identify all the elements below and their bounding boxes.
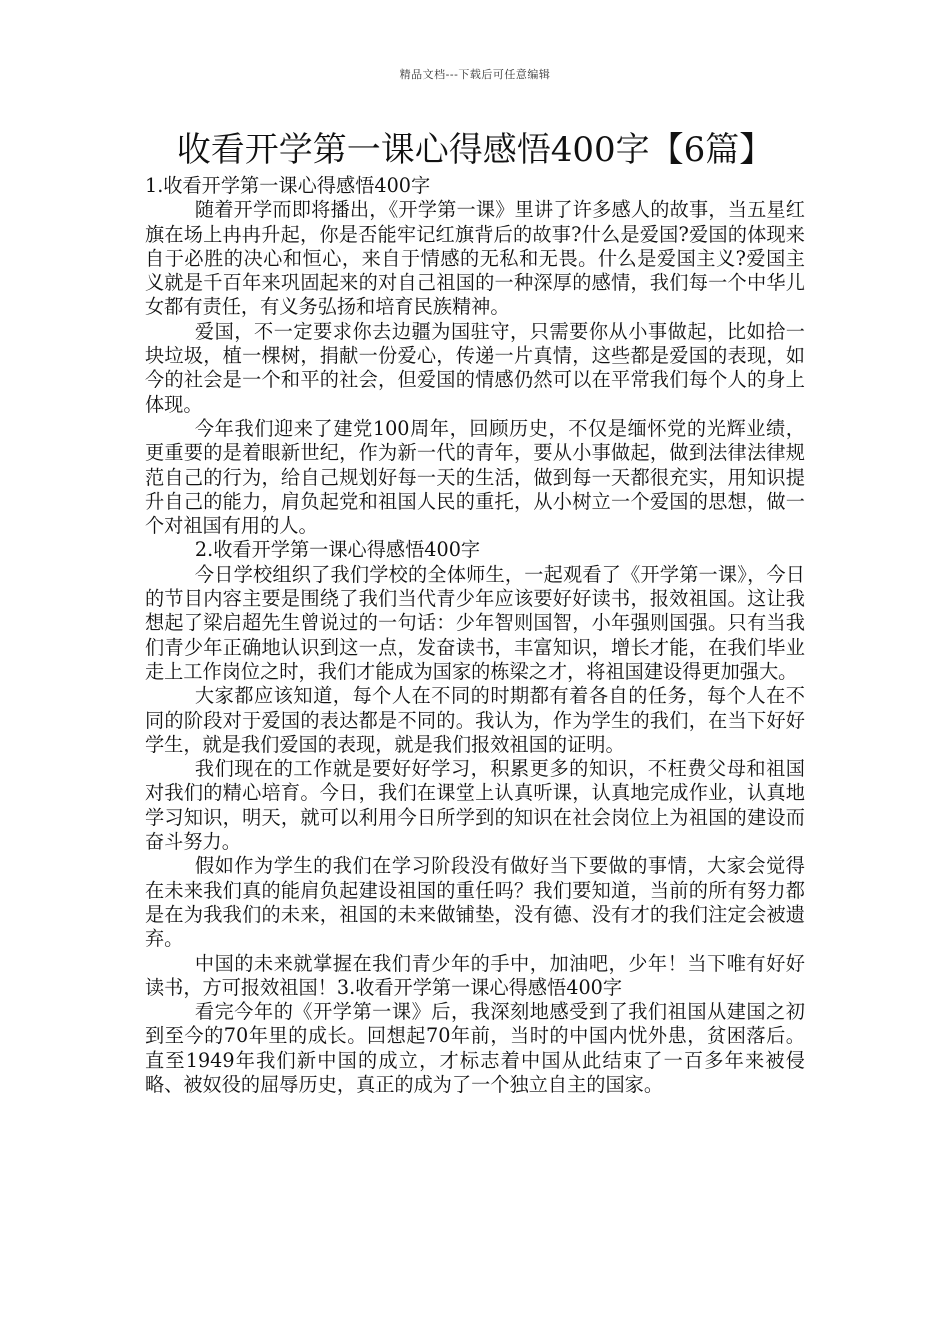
section-heading-2: 2.收看开学第一课心得感悟400字 xyxy=(194,538,481,562)
paragraph: 中国的未来就掌握在我们青少年的手中，加油吧，少年！当下唯有好好读书，方可报效祖国！3.收看开学第一课心得感悟400字 xyxy=(145,951,805,999)
document-body xyxy=(145,174,805,1097)
paragraph: 爱国，不一定要求你去边疆为国驻守，只需要你从小事做起，比如拾一块垃圾，植一棵树，捐献一份爱心，传递一片真情，这些都是爱国的表现，如今的社会是一个和平的社会，但爱国的情感仍然可以在平常我们每个人的身上体现。 xyxy=(145,319,805,416)
paragraph: 随着开学而即将播出，《开学第一课》里讲了许多感人的故事，当五星红旗在场上冉冉升起，你是否能牢记红旗背后的故事?什么是爱国?爱国的体现来自于必胜的决心和恒心，来自于情感的无私和无畏。什么是爱国主义?爱国主义就是千百年来巩固起来的对自己祖国的一种深厚的感情，我们每一个中华儿女都有责任，有义务弘扬和培育民族精神。 xyxy=(145,198,805,319)
paragraph: 假如作为学生的我们在学习阶段没有做好当下要做的事情，大家会觉得在未来我们真的能肩负起建设祖国的重任吗？我们要知道，当前的所有努力都是在为我我们的未来，祖国的未来做铺垫，没有德、没有才的我们注定会被遗弃。 xyxy=(145,854,805,951)
section-heading-1: 1.收看开学第一课心得感悟400字 xyxy=(145,174,431,197)
paragraph: 我们现在的工作就是要好好学习，积累更多的知识，不枉费父母和祖国对我们的精心培育。今日，我们在课堂上认真听课，认真地完成作业，认真地学习知识，明天，就可以利用今日所学到的知识在社会岗位上为祖国的建设而奋斗努力。 xyxy=(145,757,805,854)
paragraph: 今年我们迎来了建党100周年，回顾历史，不仅是缅怀党的光辉业绩，更重要的是着眼新世纪，作为新一代的青年，要从小事做起，做到法律法律规范自己的行为，给自己规划好每一天的生活，做到每一天都很充实，用知识提升自己的能力，肩负起党和祖国人民的重托，从小树立一个爱国的思想，做一个对祖国有用的人。 xyxy=(145,416,805,538)
document-title: 收看开学第一课心得感悟400字【6篇】 xyxy=(176,130,774,170)
header-note: 精品文档---下载后可任意编辑 xyxy=(399,68,551,81)
paragraph: 大家都应该知道，每个人在不同的时期都有着各自的任务，每个人在不同的阶段对于爱国的表达都是不同的。我认为，作为学生的我们，在当下好好学生，就是我们爱国的表现，就是我们报效祖国的证明。 xyxy=(145,684,805,756)
paragraph: 看完今年的《开学第一课》后，我深刻地感受到了我们祖国从建国之初到至今的70年里的成长。回想起70年前，当时的中国内忧外患，贫困落后。直至1949年我们新中国的成立，才标志着中国从此结束了一百多年来被侵略、被奴役的屈辱历史，真正的成为了一个独立自主的国家。 xyxy=(145,1000,805,1096)
paragraph: 今日学校组织了我们学校的全体师生，一起观看了《开学第一课》，今日的节目内容主要是围绕了我们当代青少年应该要好好读书，报效祖国。这让我想起了梁启超先生曾说过的一句话：少年智则国智，小年强则国强。只有当我们青少年正确地认识到这一点，发奋读书，丰富知识，增长才能，在我们毕业走上工作岗位之时，我们才能成为国家的栋梁之才，将祖国建设得更加强大。 xyxy=(145,562,805,683)
